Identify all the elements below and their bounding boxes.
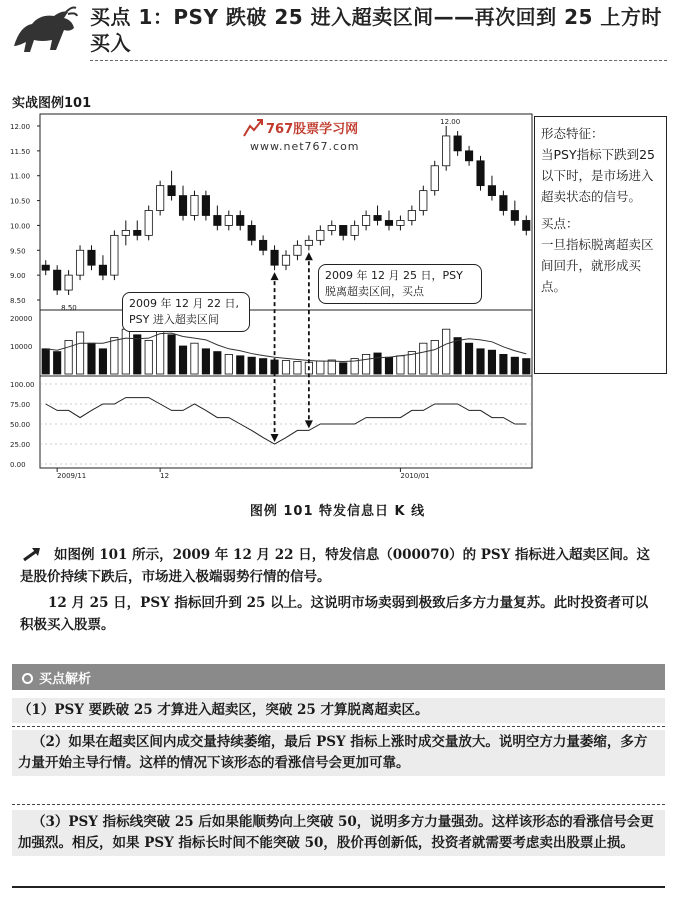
candle-body xyxy=(168,186,175,196)
tip-divider xyxy=(12,726,665,727)
section-title-text: 买点解析 xyxy=(39,672,92,687)
candle-body xyxy=(465,151,472,161)
price-tick-label: 9.50 xyxy=(10,247,26,256)
volume-bar xyxy=(523,359,530,374)
price-tick-label: 10.00 xyxy=(10,222,31,231)
volume-bar xyxy=(488,350,495,374)
psy-panel-frame xyxy=(40,376,532,468)
paragraph-buy-signal: 12 月 25 日，PSY 指标回升到 25 以上。这说明市场卖弱到极致后多方力量复苏。此时投资者可以积极买入股票。 xyxy=(20,595,649,633)
candle-body xyxy=(294,245,301,255)
figure-caption: 图例 101 特发信息日 K 线 xyxy=(249,504,426,519)
candle-body xyxy=(351,225,358,235)
candle-body xyxy=(420,191,427,211)
side-text-buy: 一旦指标脱离超卖区间回升，就形成买点。 xyxy=(541,237,654,294)
volume-bar xyxy=(54,352,61,374)
candle-body xyxy=(477,161,484,186)
volume-bar xyxy=(500,354,507,374)
candle-body xyxy=(362,215,369,225)
volume-bar xyxy=(225,354,232,374)
candle-body xyxy=(179,196,186,216)
circle-icon xyxy=(22,673,33,684)
callout-right-line2: 脱离超卖区间，买点 xyxy=(325,285,424,298)
volume-bar xyxy=(111,338,118,374)
price-tick-label: 11.00 xyxy=(10,172,31,181)
price-tick-label: 11.50 xyxy=(10,147,31,156)
volume-tick-label: 20000 xyxy=(10,315,33,323)
price-low-label: 8.50 xyxy=(61,304,77,312)
candle-body xyxy=(191,196,198,216)
candle-body xyxy=(397,220,404,225)
psy-line xyxy=(46,398,527,444)
volume-bar xyxy=(385,357,392,374)
section-band xyxy=(12,664,665,690)
candle-body xyxy=(111,235,118,275)
candle-body xyxy=(237,215,244,225)
candle-body xyxy=(385,220,392,225)
pattern-side-panel xyxy=(534,116,667,374)
psy-tick-label: 100.00 xyxy=(10,381,35,389)
candle-body xyxy=(511,211,518,221)
volume-bar xyxy=(328,360,335,374)
volume-bar xyxy=(76,332,83,374)
tip-item-1: （1）PSY 要跌破 25 才算进入超卖区，突破 25 才算脱离超卖区。 xyxy=(12,698,665,723)
volume-bar xyxy=(317,361,324,374)
paragraph-example: 如图例 101 所示，2009 年 12 月 22 日，特发信息（000070）的 PSY 指标进入超卖区间。这是股价持续下跌后，市场进入极端弱势行情的信号。 xyxy=(20,547,651,585)
candle-body xyxy=(431,166,438,191)
candle-body xyxy=(202,196,209,216)
psy-tick-label: 75.00 xyxy=(10,401,31,409)
volume-bar xyxy=(191,343,198,374)
candle-body xyxy=(374,215,381,220)
volume-bar xyxy=(88,343,95,374)
candle-body xyxy=(340,225,347,235)
tip-item-3: （3）PSY 指标线突破 25 后如果能顺势向上突破 50，说明多方力量强劲。这样该形态的看涨信号会更加强烈。相反，如果 PSY 指标长时间不能突破 50，股价再创新低，投资者就需要考虑卖出股票止损。 xyxy=(12,810,665,856)
candle-body xyxy=(305,240,312,245)
volume-bar xyxy=(454,338,461,374)
psy-tick-label: 25.00 xyxy=(10,441,31,449)
volume-bar xyxy=(294,361,301,374)
candle-body xyxy=(134,230,141,235)
date-tick-label: 12 xyxy=(160,472,170,480)
price-tick-label: 10.50 xyxy=(10,197,31,206)
callout-right-line1: 2009 年 12 月 25 日，PSY xyxy=(325,269,463,282)
side-heading-feature: 形态特征： xyxy=(541,126,604,141)
arrow-exit-oversold-tail xyxy=(305,252,313,260)
volume-bar xyxy=(214,352,221,374)
candle-body xyxy=(248,225,255,240)
site-watermark xyxy=(240,118,400,158)
candle-body xyxy=(443,136,450,166)
candle-body xyxy=(54,270,61,290)
candle-body xyxy=(500,196,507,211)
candle-body xyxy=(271,250,278,265)
volume-bar xyxy=(179,346,186,374)
price-high-label: 12.00 xyxy=(440,118,461,126)
psy-tick-label: 0.00 xyxy=(10,461,26,469)
volume-bar xyxy=(397,356,404,374)
volume-bar xyxy=(362,354,369,374)
volume-bar xyxy=(122,329,129,374)
candle-body xyxy=(259,240,266,250)
price-tick-label: 9.00 xyxy=(10,272,26,281)
volume-bar xyxy=(259,359,266,374)
volume-bar xyxy=(477,349,484,374)
candle-body xyxy=(42,265,49,270)
page-title: 买点 1：PSY 跌破 25 进入超卖区间——再次回到 25 上方时买入 xyxy=(90,5,662,55)
volume-bar xyxy=(431,340,438,374)
watermark-url: www.net767.com xyxy=(250,140,360,153)
side-heading-buy: 买点： xyxy=(541,216,579,231)
volume-tick-label: 10000 xyxy=(10,343,33,351)
candle-body xyxy=(99,265,106,275)
bottom-rule xyxy=(12,886,665,888)
candle-body xyxy=(454,136,461,151)
arrow-enter-oversold-tail xyxy=(271,272,279,280)
callout-left-line2: PSY 进入超卖区间 xyxy=(129,313,219,326)
side-text-feature: 当PSY指标下跌到25以下时，是市场进入超卖状态的信号。 xyxy=(541,147,656,204)
tip-item-2: （2）如果在超卖区间内成交量持续萎缩，最后 PSY 指标上涨时成交量放大。说明空方力量萎缩，多方力量开始主导行情。这样的情况下该形态的看涨信号会更加可靠。 xyxy=(12,730,665,776)
header-divider xyxy=(90,60,667,61)
volume-bar xyxy=(202,349,209,374)
arrow-enter-oversold-head xyxy=(271,434,279,442)
page-header xyxy=(0,0,675,62)
candle-body xyxy=(88,250,95,265)
volume-bar xyxy=(374,353,381,374)
candle-body xyxy=(317,230,324,240)
volume-bar xyxy=(465,343,472,374)
volume-bar xyxy=(511,357,518,374)
candle-body xyxy=(214,215,221,225)
watermark-brand: 767股票学习网 xyxy=(266,122,359,137)
volume-bar xyxy=(443,329,450,374)
candle-body xyxy=(523,220,530,230)
candle-body xyxy=(156,186,163,211)
callout-enter-oversold xyxy=(122,292,250,332)
bull-icon xyxy=(10,6,78,56)
candle-body xyxy=(76,250,83,275)
candle-body xyxy=(65,275,72,290)
candle-body xyxy=(145,211,152,236)
volume-bar xyxy=(42,349,49,374)
price-tick-label: 12.00 xyxy=(10,123,31,131)
candle-body xyxy=(488,186,495,196)
callout-exit-oversold xyxy=(318,264,482,304)
volume-bar xyxy=(99,349,106,374)
tip-divider xyxy=(12,804,665,805)
volume-bar xyxy=(282,361,289,374)
candle-body xyxy=(282,255,289,265)
figure-heading: 实战图例101 xyxy=(12,96,92,111)
date-tick-label: 2010/01 xyxy=(400,472,430,480)
candle-body xyxy=(122,230,129,235)
volume-bar xyxy=(237,356,244,374)
trend-arrow-icon xyxy=(242,118,264,138)
callout-left-line1: 2009 年 12 月 22 日, xyxy=(129,297,239,310)
volume-bar xyxy=(145,340,152,374)
section-title xyxy=(22,668,91,687)
candle-body xyxy=(328,225,335,230)
volume-bar xyxy=(248,357,255,374)
candle-body xyxy=(225,215,232,225)
arrow-exit-oversold-head xyxy=(305,420,313,428)
volume-bar xyxy=(134,335,141,374)
date-tick-label: 2009/11 xyxy=(57,472,87,480)
volume-bar xyxy=(420,343,427,374)
volume-bar xyxy=(340,363,347,374)
volume-bar xyxy=(65,340,72,374)
psy-tick-label: 50.00 xyxy=(10,421,31,429)
price-tick-label: 8.50 xyxy=(10,297,26,305)
candle-body xyxy=(408,211,415,221)
volume-bar xyxy=(168,335,175,374)
